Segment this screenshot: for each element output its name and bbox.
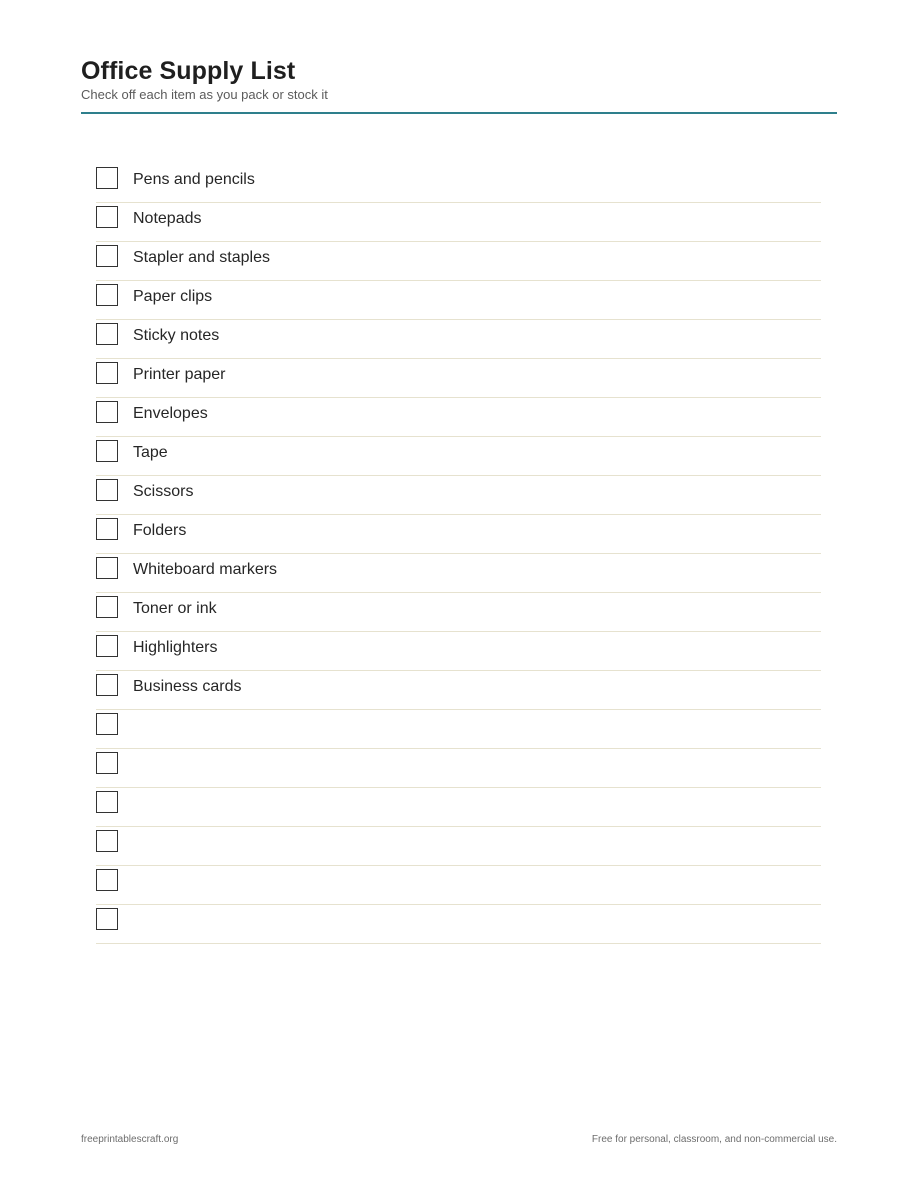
checklist-row [96,827,821,866]
item-label: Envelopes [133,405,208,422]
item-label: Highlighters [133,639,218,656]
checkbox[interactable] [96,167,118,189]
checklist-row [96,671,821,710]
checkbox[interactable] [96,323,118,345]
checklist-row [96,281,821,320]
checkbox[interactable] [96,908,118,930]
item-label: Folders [133,522,187,539]
checkbox[interactable] [96,635,118,657]
checkbox[interactable] [96,557,118,579]
checkbox[interactable] [96,440,118,462]
checklist-row [96,593,821,632]
checkbox[interactable] [96,791,118,813]
item-label: Toner or ink [133,600,217,617]
item-label: Pens and pencils [133,171,255,188]
checklist-row [96,554,821,593]
page-subtitle: Check off each item as you pack or stock it [81,87,328,102]
item-label: Scissors [133,483,194,500]
checkbox[interactable] [96,245,118,267]
checklist-row [96,788,821,827]
checklist-row [96,359,821,398]
checklist-row [96,749,821,788]
page-title: Office Supply List [81,57,296,85]
checklist-row [96,905,821,944]
checkbox[interactable] [96,284,118,306]
supply-checklist [96,164,821,944]
item-label: Business cards [133,678,242,695]
checklist-row [96,710,821,749]
checkbox[interactable] [96,206,118,228]
checklist-row [96,632,821,671]
checklist-row [96,203,821,242]
checkbox[interactable] [96,401,118,423]
checkbox[interactable] [96,752,118,774]
checkbox[interactable] [96,830,118,852]
checklist-row [96,320,821,359]
checkbox[interactable] [96,869,118,891]
checkbox[interactable] [96,518,118,540]
checklist-row [96,164,821,203]
item-label: Sticky notes [133,327,220,344]
checklist-row [96,437,821,476]
item-label: Paper clips [133,288,213,305]
item-label: Whiteboard markers [133,561,278,578]
checkbox[interactable] [96,713,118,735]
checkbox[interactable] [96,674,118,696]
document-header [81,56,837,114]
checklist-row [96,476,821,515]
checkbox[interactable] [96,479,118,501]
item-label: Notepads [133,210,202,227]
checkbox[interactable] [96,596,118,618]
footer-site: freeprintablescraft.org [81,1134,179,1145]
footer-usage-note: Free for personal, classroom, and non-commercial use. [591,1134,837,1145]
checklist-row [96,242,821,281]
checklist-row [96,515,821,554]
checklist-row [96,866,821,905]
checklist-row [96,398,821,437]
checkbox[interactable] [96,362,118,384]
item-label: Printer paper [133,366,226,383]
item-label: Tape [133,444,168,461]
item-label: Stapler and staples [133,249,270,266]
